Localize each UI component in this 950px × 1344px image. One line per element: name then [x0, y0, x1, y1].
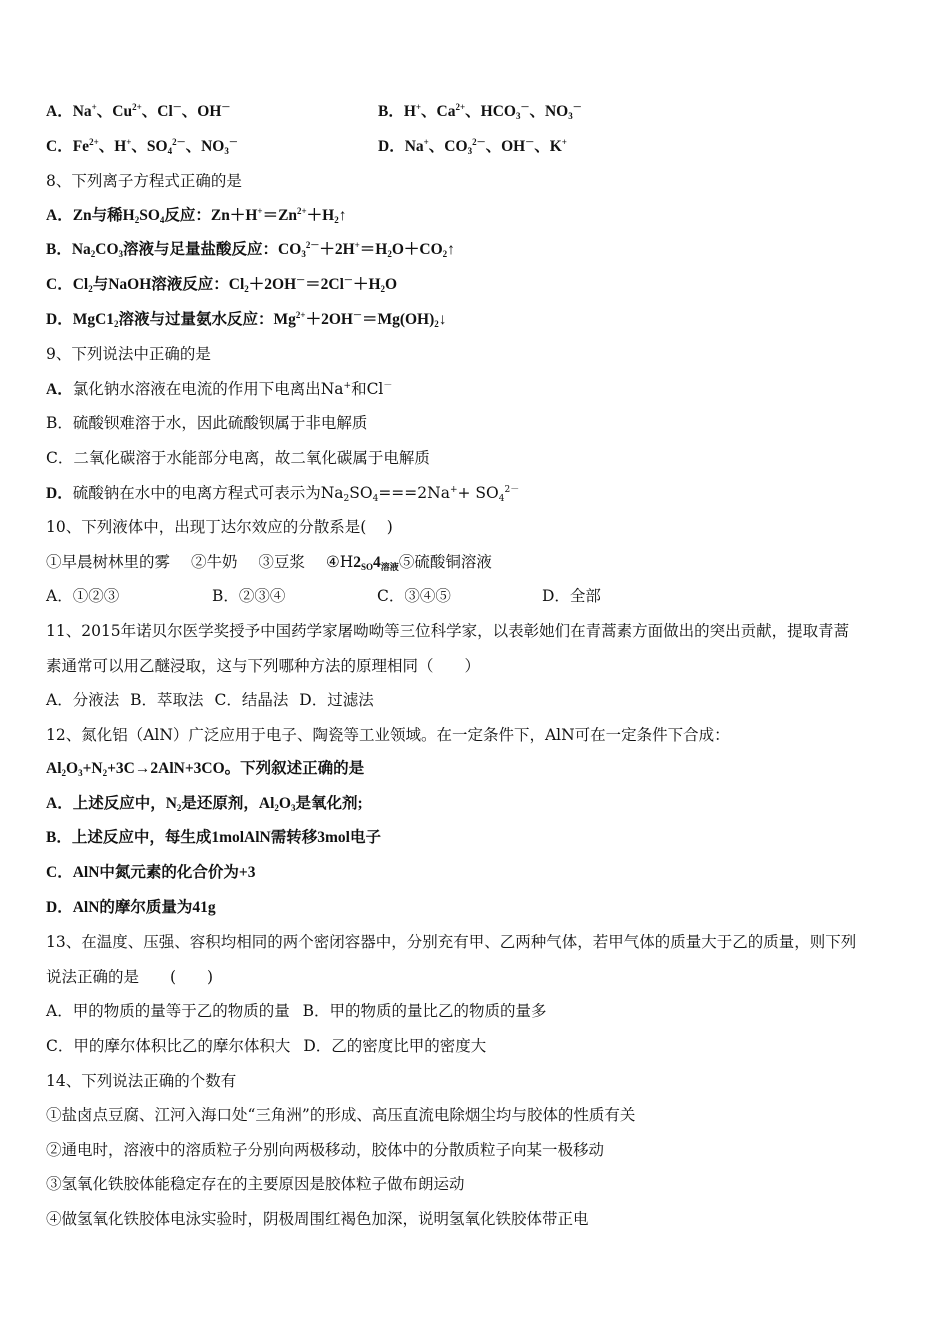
q12-option-c[interactable]: C．AlN中氮元素的化合价为+3	[46, 864, 256, 882]
q9-option-c[interactable]: C．二氧化碳溶于水能部分电离，故二氧化碳属于电解质	[46, 448, 430, 467]
q12-option-a[interactable]: A．上述反应中，$N_2$是还原剂，$Al_2O_3$是氧化剂;	[46, 794, 363, 813]
q14-statement-4: ④做氢氧化铁胶体电泳实验时，阴极周围红褐色加深，说明氢氧化铁胶体带正电	[46, 1210, 589, 1228]
q12-option-b[interactable]: B．上述反应中，每生成1molAlN需转移3mol电子	[46, 829, 381, 847]
q7-options-row-1	[46, 98, 916, 133]
q11-stem-line-2: 素通常可以用乙醚浸取，这与下列哪种方法的原理相同（ ）	[46, 656, 481, 675]
q12-option-d[interactable]: D．AlN的摩尔质量为41g	[46, 898, 216, 916]
q10-stem: 10、下列液体中，出现丁达尔效应的分散系是( )	[46, 518, 393, 537]
q14-statement-1: ①盐卤点豆腐、江河入海口处“三角洲”的形成、高压直流电除烟尘均与胶体的性质有关	[46, 1106, 636, 1125]
q11-stem-line-1: 11、2015年诺贝尔医学奖授予中国药学家屠呦呦等三位科学家，以表彰她们在青蒿素方面做出的突出贡献，提取青蒿	[46, 621, 850, 640]
q9-option-a[interactable]: A．氯化钠水溶液在电流的作用下电离出Na+和Cl－	[46, 379, 393, 398]
q9-stem: 9、下列说法中正确的是	[46, 345, 211, 364]
q10-option-c[interactable]: C．③④⑤	[377, 587, 451, 606]
q12-equation: $Al_2O_3+N_2+3C\to 2AlN+3CO$。下列叙述正确的是	[46, 760, 365, 779]
q9-option-b[interactable]: B．硫酸钡难溶于水，因此硫酸钡属于非电解质	[46, 414, 368, 433]
q11-option-b[interactable]: B．萃取法	[130, 691, 204, 710]
q11-option-d[interactable]: D．过滤法	[299, 691, 374, 710]
q8-stem: 8、下列离子方程式正确的是	[46, 172, 242, 191]
q13-stem-line-2: 说法正确的是 ( )	[46, 967, 214, 986]
q9-option-d[interactable]: D．硫酸钠在水中的电离方程式可表示为$Na_2SO_4===2Na^++ SO_4^{2-}$	[46, 483, 520, 504]
q13-stem-line-1: 13、在温度、压强、容积均相同的两个密闭容器中，分别充有甲、乙两种气体，若甲气体的质量大于乙的质量，则下列	[46, 933, 857, 952]
q10-options	[46, 582, 916, 617]
q10-option-a[interactable]: A．①②③	[46, 587, 120, 606]
q7-options-row-2	[46, 133, 916, 168]
q10-item-4: $④H2_{SO}4_{溶液}⑤$硫酸铜溶液	[325, 552, 492, 572]
q10-item-2: ②牛奶	[190, 552, 238, 571]
q8-option-a[interactable]: A．Zn与稀$H_2SO_4$反应：$Zn+H^+=Zn^{2+}+H_2↑$	[46, 205, 347, 225]
q7-option-d[interactable]: D．Na+、$CO_3^{2-}$、OH－、K+	[378, 136, 567, 156]
q7-option-c[interactable]: C．$Fe^{2+}$、H+、$SO_4^{2-}$、$NO_3^-$	[46, 136, 238, 156]
exam-page	[46, 98, 916, 1240]
q13-option-d[interactable]: D．乙的密度比甲的密度大	[303, 1037, 487, 1056]
q11-option-a[interactable]: A．分液法	[46, 691, 120, 710]
q13-options-row-1	[46, 997, 916, 1032]
q10-item-1: ①早晨树林里的雾	[46, 552, 171, 571]
q14-statement-2: ②通电时，溶液中的溶质粒子分别向两极移动，胶体中的分散质粒子向某一极移动	[46, 1140, 605, 1159]
q10-items	[46, 548, 916, 583]
q11-options	[46, 686, 916, 721]
q14-stem: 14、下列说法正确的个数有	[46, 1071, 237, 1090]
q13-option-b[interactable]: B．甲的物质的量比乙的物质的量多	[302, 1002, 547, 1021]
q7-option-b[interactable]: B．H+、$Ca^{2+}$、$HCO_3^-$、$NO_3^-$	[378, 102, 582, 121]
q8-option-d[interactable]: D．$MgC1_2$溶液与过量氨水反应：$Mg^{2+}+2OH^-=Mg(OH)_2↓$	[46, 309, 447, 329]
q13-option-c[interactable]: C．甲的摩尔体积比乙的摩尔体积大	[46, 1037, 291, 1056]
q10-option-b[interactable]: B．②③④	[212, 587, 286, 606]
q11-option-c[interactable]: C．结晶法	[214, 691, 289, 710]
q8-option-b[interactable]: B．$Na_2CO_3$溶液与足量盐酸反应：$CO_3^{2-}+2H^+=H_2O+CO_2↑$	[46, 240, 455, 260]
q13-option-a[interactable]: A．甲的物质的量等于乙的物质的量	[46, 1002, 290, 1021]
q10-item-3: ③豆浆	[258, 552, 305, 571]
q14-statement-3: ③氢氧化铁胶体能稳定存在的主要原因是胶体粒子做布朗运动	[46, 1175, 465, 1194]
q10-option-d[interactable]: D．全部	[542, 587, 601, 606]
q13-options-row-2	[46, 1032, 916, 1067]
q8-option-c[interactable]: C．$Cl_2$与NaOH溶液反应：$Cl_2+2OH^-=2Cl^-+H_2O$	[46, 274, 398, 294]
q12-stem: 12、氮化铝（AlN）广泛应用于电子、陶瓷等工业领域。在一定条件下，AlN可在一定条件下合成：	[46, 725, 730, 744]
q7-option-a[interactable]: A．Na+、$Cu^{2+}$、Cl－、OH－	[46, 102, 231, 120]
